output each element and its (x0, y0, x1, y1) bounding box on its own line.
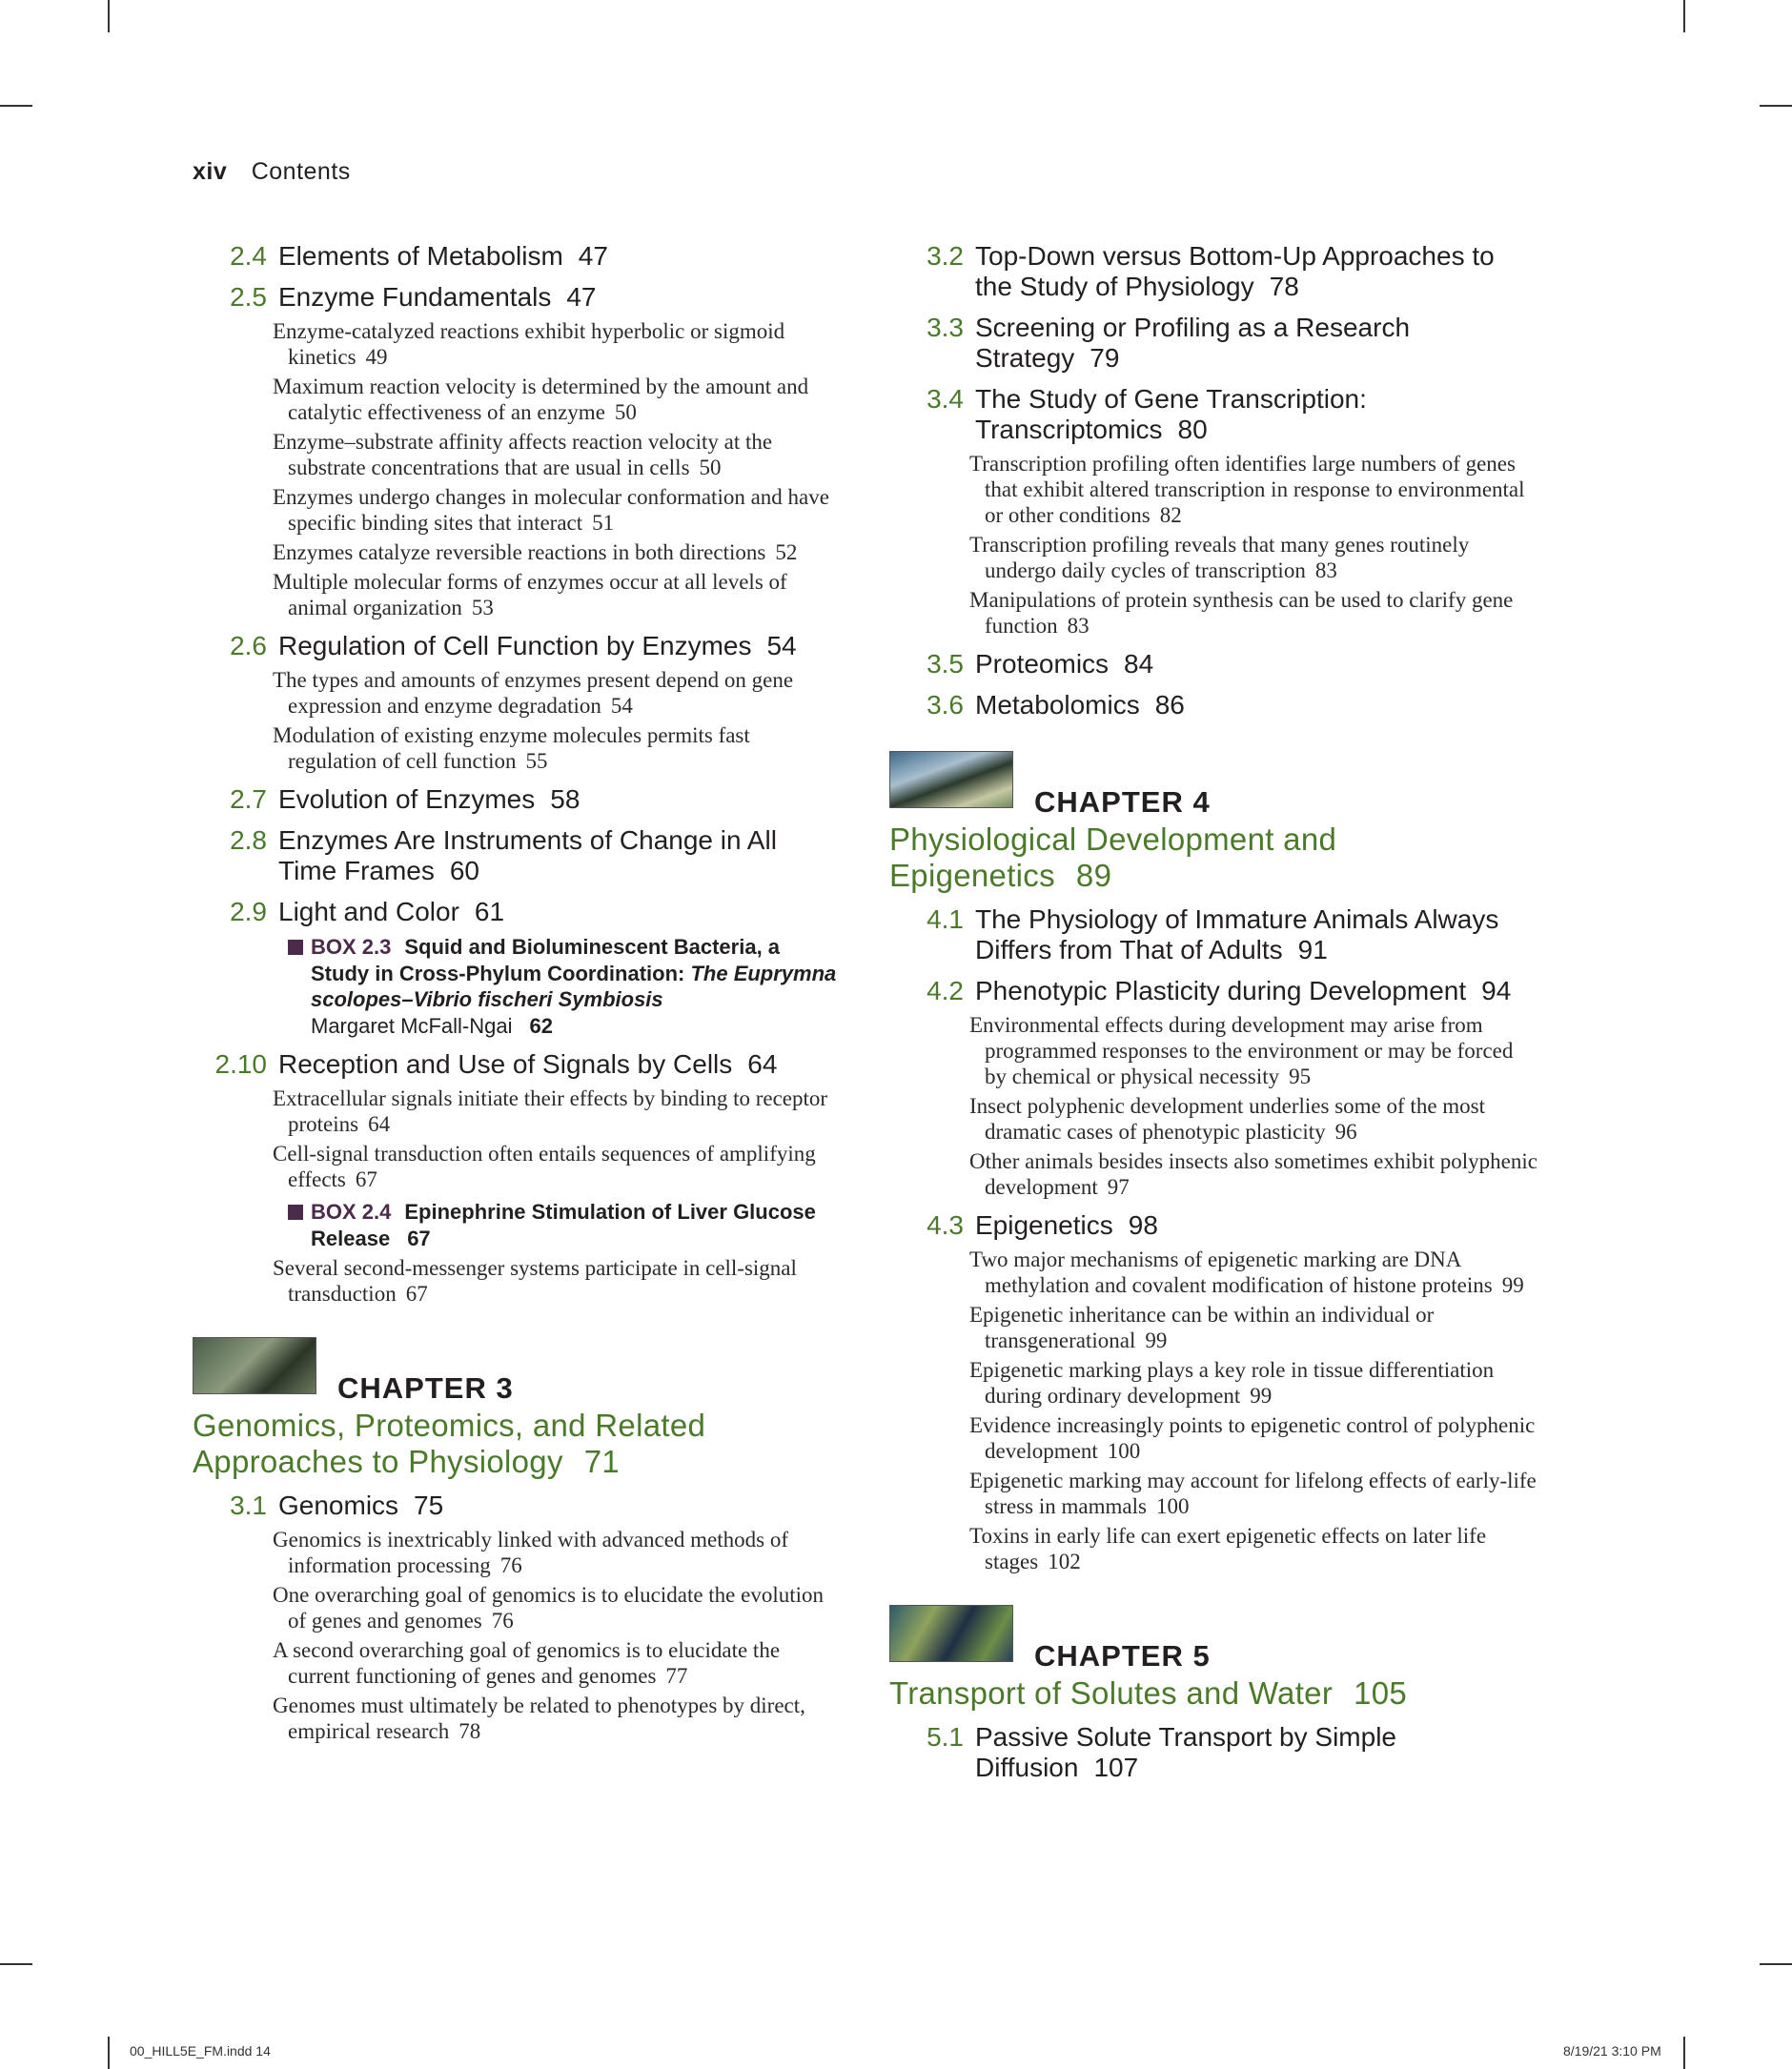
subheading-text: Several second-messenger systems participate in cell-signal transduction (273, 1256, 797, 1306)
subheading-text: Transcription profiling often identifies large numbers of genes that exhibit altered transcription in response to environmental or other conditions (969, 452, 1525, 527)
toc-section-entry[interactable] (889, 1722, 1537, 1783)
toc-subheading-entry[interactable] (969, 1093, 1537, 1145)
toc-section-entry[interactable] (889, 649, 1537, 680)
subheading-page-number: 52 (775, 540, 798, 564)
section-title-text: Enzyme Fundamentals (278, 282, 552, 312)
section-title (975, 904, 1537, 965)
toc-subheading-entry[interactable] (969, 1012, 1537, 1089)
chapter-heading[interactable] (193, 1337, 841, 1480)
toc-right-column (889, 231, 1537, 1783)
chapter-title (889, 822, 1537, 894)
chapter-label: CHAPTER 5 (1034, 1639, 1211, 1673)
toc-section-entry[interactable] (889, 241, 1537, 302)
section-number: 3.1 (230, 1491, 267, 1520)
subheading-page-number: 78 (458, 1719, 481, 1743)
subheading-text: Enzymes undergo changes in molecular conformation and have specific binding sites that interact (273, 485, 829, 535)
toc-subheading-entry[interactable] (969, 1357, 1537, 1409)
toc-section-entry[interactable] (889, 976, 1537, 1006)
running-head-title: Contents (251, 158, 351, 185)
section-page-number: 79 (1089, 343, 1120, 373)
box-page-number: 62 (529, 1013, 553, 1038)
subheading-text: Maximum reaction velocity is determined by the amount and catalytic effectiveness of an enzyme (273, 375, 809, 424)
section-number: 3.3 (927, 313, 964, 342)
toc-box-entry[interactable] (288, 934, 841, 1039)
subheading-page-number: 83 (1067, 614, 1089, 638)
subheading-page-number: 96 (1334, 1120, 1357, 1144)
chapter-label-row (889, 1605, 1537, 1673)
section-page-number: 84 (1124, 649, 1154, 679)
toc-subheading-entry[interactable] (273, 722, 841, 774)
running-head (193, 158, 351, 186)
section-title-text: Light and Color (278, 897, 459, 926)
subheading-text: One overarching goal of genomics is to elucidate the evolution of genes and genomes (273, 1583, 825, 1633)
box-square-icon (288, 940, 303, 955)
subheading-page-number: 53 (471, 596, 494, 619)
footer-file-slug: 00_HILL5E_FM.indd 14 (130, 2043, 271, 2059)
subheading-text: Extracellular signals initiate their effects by binding to receptor proteins (273, 1086, 828, 1136)
toc-section-entry[interactable] (193, 825, 841, 886)
subheading-page-number: 76 (491, 1609, 514, 1633)
section-page-number: 47 (566, 282, 597, 312)
section-title-text: Elements of Metabolism (278, 241, 563, 271)
section-number: 3.6 (927, 690, 964, 720)
toc-subheading-entry[interactable] (969, 1412, 1537, 1464)
toc-section-entry[interactable] (193, 631, 841, 661)
toc-section-entry[interactable] (889, 690, 1537, 720)
chapter-heading[interactable] (889, 751, 1537, 894)
section-number: 4.3 (927, 1210, 964, 1240)
crop-mark (1683, 2037, 1685, 2069)
subheading-page-number: 51 (592, 511, 615, 535)
section-number: 2.10 (214, 1049, 267, 1079)
box-author: Margaret McFall-Ngai (311, 1013, 513, 1038)
section-page-number: 91 (1297, 935, 1328, 964)
toc-subheading-entry[interactable] (273, 1141, 841, 1192)
chapter-page-number: 89 (1075, 858, 1112, 893)
toc-subheading-entry[interactable] (969, 451, 1537, 528)
chapter-title-text: Genomics, Proteomics, and Related Approaches to Physiology (193, 1408, 706, 1479)
section-title-text: Proteomics (975, 649, 1110, 679)
box-square-icon (288, 1205, 303, 1220)
subheading-page-number: 99 (1501, 1273, 1524, 1297)
toc-section-entry[interactable] (889, 313, 1537, 374)
toc-subheading-entry[interactable] (273, 539, 841, 565)
section-page-number: 61 (474, 897, 505, 926)
subheading-text: Environmental effects during development may arise from programmed responses to the environment or may be forced by chemical or physical necessity (969, 1013, 1514, 1088)
section-title-text: Genomics (278, 1491, 399, 1520)
section-title (278, 1491, 841, 1521)
toc-subheading-entry[interactable] (969, 1302, 1537, 1353)
toc-subheading-entry[interactable] (273, 429, 841, 480)
toc-subheading-entry[interactable] (273, 1527, 841, 1578)
subheading-page-number: 76 (499, 1553, 522, 1577)
subheading-text: Enzyme–substrate affinity affects reaction velocity at the substrate concentrations that are usual in cells (273, 430, 773, 479)
chapter-label-row (193, 1337, 841, 1405)
subheading-text: The types and amounts of enzymes present depend on gene expression and enzyme degradation (273, 668, 794, 718)
subheading-text: Epigenetic inheritance can be within an individual or transgenerational (969, 1303, 1435, 1352)
crop-mark (108, 2037, 110, 2069)
section-title (975, 649, 1537, 680)
subheading-page-number: 102 (1048, 1550, 1081, 1573)
section-title (975, 313, 1537, 374)
crop-mark (108, 0, 110, 32)
subheading-text: Insect polyphenic development underlies some of the most dramatic cases of phenotypic plasticity (969, 1094, 1486, 1144)
subheading-page-number: 54 (610, 694, 633, 718)
toc-subheading-entry[interactable] (273, 569, 841, 620)
section-number: 4.1 (927, 904, 964, 934)
section-page-number: 94 (1481, 976, 1512, 1005)
toc-subheading-entry[interactable] (273, 1693, 841, 1744)
section-title (278, 897, 841, 927)
toc-subheading-entry[interactable] (969, 1523, 1537, 1574)
toc-section-entry[interactable] (193, 1049, 841, 1080)
section-number: 3.5 (927, 649, 964, 679)
subheading-page-number: 100 (1107, 1439, 1141, 1463)
subheading-page-number: 82 (1159, 503, 1182, 527)
section-title (278, 825, 841, 886)
subheading-text: Genomics is inextricably linked with advanced methods of information processing (273, 1528, 789, 1577)
subheading-text: Enzyme-catalyzed reactions exhibit hyperbolic or sigmoid kinetics (273, 319, 785, 369)
section-title-text: Enzymes Are Instruments of Change in All Time Frames (278, 825, 777, 885)
box-label: BOX 2.4 (311, 1200, 392, 1224)
chapter-heading[interactable] (889, 1605, 1537, 1712)
chapter-title-text: Transport of Solutes and Water (889, 1675, 1334, 1711)
toc-section-entry[interactable] (193, 784, 841, 815)
subheading-text: Enzymes catalyze reversible reactions in both directions (273, 540, 766, 564)
subheading-text: Two major mechanisms of epigenetic marking are DNA methylation and covalent modification of histone proteins (969, 1247, 1493, 1297)
subheading-text: Genomes must ultimately be related to phenotypes by direct, empirical research (273, 1694, 805, 1743)
toc-section-entry[interactable] (193, 897, 841, 927)
section-page-number: 47 (578, 241, 608, 271)
toc-subheading-entry[interactable] (969, 587, 1537, 639)
chapter-page-number: 71 (583, 1444, 621, 1479)
section-title (975, 241, 1537, 302)
toc-section-entry[interactable] (889, 384, 1537, 445)
subheading-page-number: 50 (699, 456, 722, 479)
section-number: 3.2 (927, 241, 964, 271)
toc-subheading-entry[interactable] (969, 532, 1537, 583)
toc-subheading-entry[interactable] (273, 1637, 841, 1689)
section-title-text: Phenotypic Plasticity during Development (975, 976, 1467, 1005)
section-title (278, 282, 841, 313)
chapter-title (889, 1675, 1537, 1712)
subheading-text: Cell-signal transduction often entails sequences of amplifying effects (273, 1142, 816, 1191)
box-title: Epinephrine Stimulation of Liver Glucose Release (311, 1200, 816, 1250)
section-title (278, 784, 841, 815)
subheading-page-number: 67 (355, 1167, 377, 1191)
section-title-text: Top-Down versus Bottom-Up Approaches to the Study of Physiology (975, 241, 1495, 301)
section-number: 2.9 (230, 897, 267, 926)
chapter-page-number: 105 (1354, 1675, 1408, 1711)
section-page-number: 86 (1154, 690, 1185, 720)
subheading-page-number: 99 (1145, 1329, 1168, 1352)
toc-subheading-entry[interactable] (273, 484, 841, 536)
subheading-text: Other animals besides insects also sometimes exhibit polyphenic development (969, 1149, 1537, 1199)
crop-mark (0, 1963, 32, 1965)
section-page-number: 58 (550, 784, 580, 814)
section-number: 2.7 (230, 784, 267, 814)
section-page-number: 98 (1128, 1210, 1158, 1240)
section-title-text: Evolution of Enzymes (278, 784, 536, 814)
section-title-text: The Study of Gene Transcription: Transcriptomics (975, 384, 1367, 444)
subheading-page-number: 50 (614, 400, 637, 424)
toc-subheading-entry[interactable] (273, 667, 841, 719)
section-title-text: Epigenetics (975, 1210, 1113, 1240)
subheading-page-number: 95 (1289, 1065, 1312, 1088)
subheading-page-number: 99 (1250, 1384, 1273, 1408)
section-title (975, 1210, 1537, 1241)
section-page-number: 75 (414, 1491, 444, 1520)
crop-mark (1683, 0, 1685, 32)
section-number: 2.8 (230, 825, 267, 855)
toc-section-entry[interactable] (889, 1210, 1537, 1241)
page-number: xiv (193, 158, 228, 185)
crop-mark (1760, 105, 1792, 107)
chapter-label: CHAPTER 4 (1034, 785, 1211, 819)
toc-subheading-entry[interactable] (969, 1468, 1537, 1519)
subheading-page-number: 97 (1107, 1175, 1130, 1199)
section-title (975, 384, 1537, 445)
section-title-text: Screening or Profiling as a Research Strategy (975, 313, 1411, 373)
subheading-page-number: 83 (1314, 558, 1337, 582)
subheading-page-number: 49 (365, 345, 388, 369)
toc-subheading-entry[interactable] (273, 374, 841, 425)
toc-section-entry[interactable] (193, 1491, 841, 1521)
crop-mark (1760, 1963, 1792, 1965)
chapter-thumbnail-image (193, 1337, 316, 1394)
toc-box-entry[interactable] (288, 1199, 841, 1251)
subheading-page-number: 77 (665, 1664, 688, 1688)
section-title (975, 690, 1537, 720)
subheading-page-number: 100 (1155, 1494, 1190, 1518)
chapter-title-text: Physiological Development and Epigenetics (889, 822, 1337, 893)
section-page-number: 78 (1269, 272, 1299, 301)
chapter-label-row (889, 751, 1537, 819)
section-title (278, 241, 841, 272)
section-number: 2.4 (230, 241, 267, 271)
section-title-text: Passive Solute Transport by Simple Diffusion (975, 1722, 1396, 1782)
subheading-text: Evidence increasingly points to epigenetic control of polyphenic development (969, 1413, 1536, 1463)
section-number: 5.1 (927, 1722, 964, 1752)
chapter-thumbnail-image (889, 1605, 1013, 1662)
box-italic-title: The Euprymna scolopes–Vibrio fischeri Symbiosis (311, 961, 837, 1011)
subheading-text: Manipulations of protein synthesis can be used to clarify gene function (969, 588, 1514, 638)
subheading-text: A second overarching goal of genomics is to elucidate the current functioning of genes and genomes (273, 1638, 781, 1688)
chapter-thumbnail-image (889, 751, 1013, 808)
toc-subheading-entry[interactable] (969, 1247, 1537, 1298)
section-title-text: Regulation of Cell Function by Enzymes (278, 631, 752, 660)
subheading-text: Transcription profiling reveals that many genes routinely undergo daily cycles of transcription (969, 533, 1470, 582)
box-page-number: 67 (407, 1226, 431, 1250)
section-title (278, 1049, 841, 1080)
subheading-page-number: 67 (405, 1282, 428, 1306)
subheading-page-number: 64 (368, 1112, 391, 1136)
section-title-text: Reception and Use of Signals by Cells (278, 1049, 733, 1079)
subheading-text: Epigenetic marking plays a key role in tissue differentiation during ordinary development (969, 1358, 1495, 1408)
section-title (975, 976, 1537, 1006)
toc-section-entry[interactable] (193, 241, 841, 272)
toc-subheading-entry[interactable] (273, 1085, 841, 1137)
section-title-text: The Physiology of Immature Animals Always Differs from That of Adults (975, 904, 1499, 964)
section-number: 4.2 (927, 976, 964, 1005)
section-number: 2.5 (230, 282, 267, 312)
chapter-label: CHAPTER 3 (337, 1371, 514, 1405)
toc-section-entry[interactable] (889, 904, 1537, 965)
chapter-title (193, 1408, 841, 1480)
toc-subheading-entry[interactable] (273, 318, 841, 370)
subheading-text: Epigenetic marking may account for lifelong effects of early-life stress in mammals (969, 1469, 1537, 1518)
section-page-number: 64 (747, 1049, 778, 1079)
section-number: 2.6 (230, 631, 267, 660)
toc-subheading-entry[interactable] (273, 1582, 841, 1633)
section-number: 3.4 (927, 384, 964, 414)
subheading-text: Toxins in early life can exert epigenetic effects on later life stages (969, 1524, 1487, 1573)
footer-date-slug: 8/19/21 3:10 PM (1563, 2043, 1661, 2059)
subheading-text: Modulation of existing enzyme molecules permits fast regulation of cell function (273, 723, 750, 773)
section-title (975, 1722, 1537, 1783)
section-title-text: Metabolomics (975, 690, 1140, 720)
section-title (278, 631, 841, 661)
crop-mark (0, 105, 32, 107)
section-page-number: 80 (1177, 415, 1208, 444)
box-title: Squid and Bioluminescent Bacteria, a Study in Cross-Phylum Coordination: (311, 935, 781, 985)
section-page-number: 54 (766, 631, 797, 660)
toc-subheading-entry[interactable] (969, 1148, 1537, 1200)
subheading-page-number: 55 (525, 749, 548, 773)
toc-section-entry[interactable] (193, 282, 841, 313)
box-label: BOX 2.3 (311, 935, 392, 959)
subheading-text: Multiple molecular forms of enzymes occur at all levels of animal organization (273, 570, 787, 619)
toc-left-column (193, 231, 841, 1744)
section-page-number: 60 (449, 856, 480, 885)
section-page-number: 107 (1093, 1753, 1139, 1782)
toc-subheading-entry[interactable] (273, 1255, 841, 1307)
